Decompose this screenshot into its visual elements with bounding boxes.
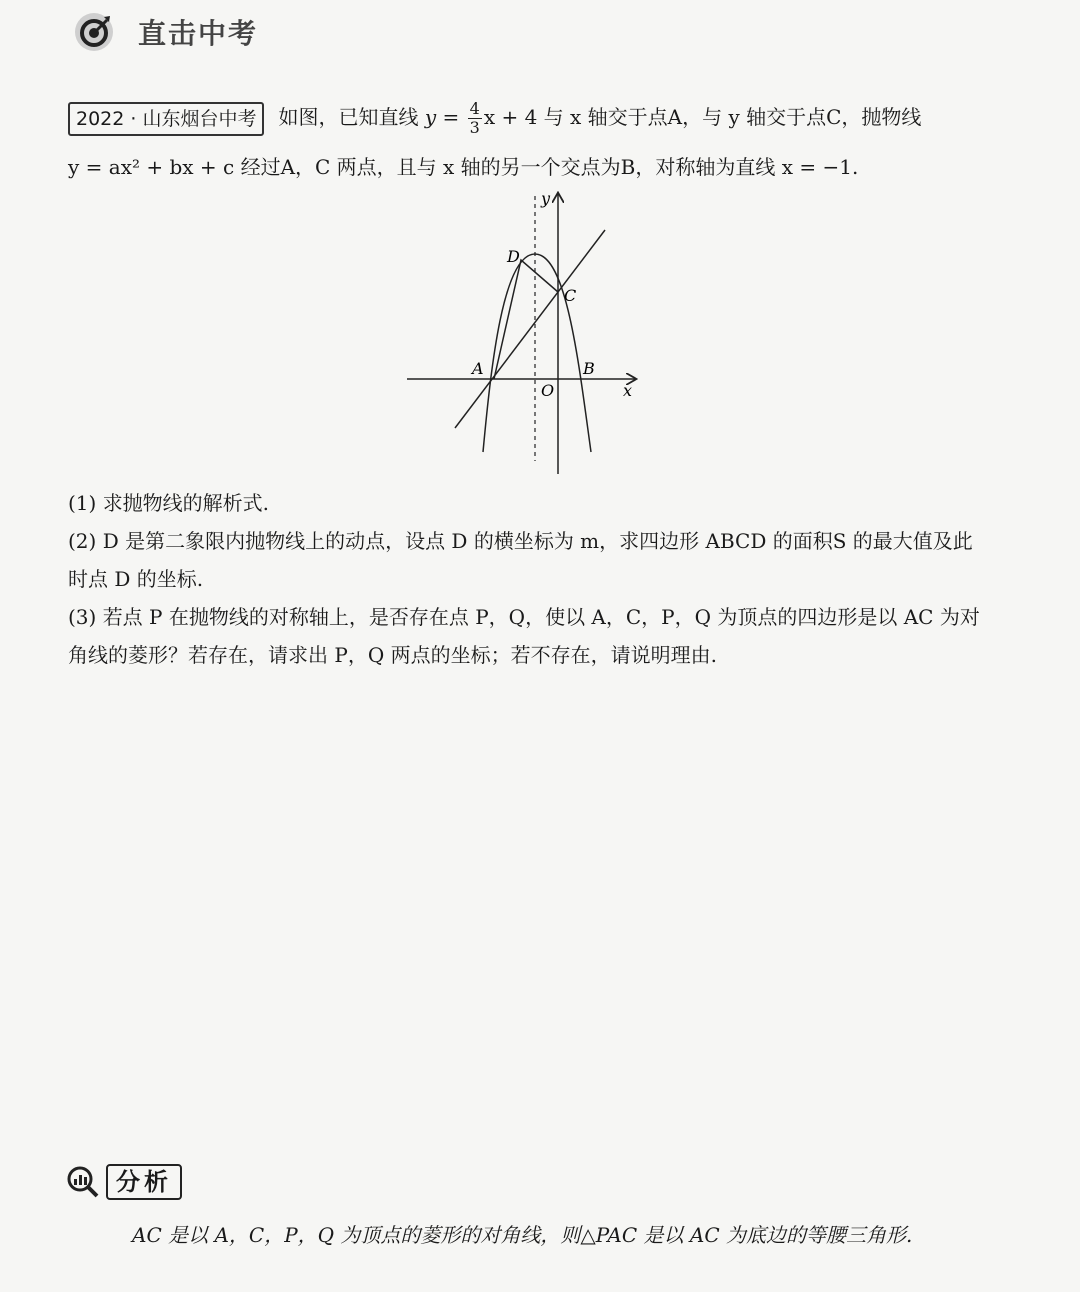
label-a: A (472, 359, 484, 378)
fraction-four-thirds (468, 100, 482, 137)
analysis-label: 分析 (106, 1164, 182, 1200)
section-title: 直击中考 (138, 17, 259, 50)
label-b: B (583, 359, 595, 378)
label-c: C (564, 286, 577, 305)
magnifier-chart-icon (66, 1165, 100, 1199)
segment-adc (494, 260, 558, 379)
problem-var-y: y (424, 105, 437, 129)
label-x: x (623, 381, 633, 400)
fraction-numerator: 4 (469, 99, 480, 118)
label-d: D (507, 247, 520, 266)
analysis-text: AC 是以 A，C，P，Q 为顶点的菱形的对角线，则△PAC 是以 AC 为底边的等腰三角形. (132, 1223, 913, 1247)
label-o: O (541, 381, 555, 400)
problem-line-1 (68, 92, 988, 142)
analysis-header (66, 1164, 182, 1200)
question-2: (2) D 是第二象限内抛物线上的动点，设点 D 的横坐标为 m，求四边形 ABCD 的面积S 的最大值及此时点 D 的坐标. (68, 529, 973, 591)
problem-line-2: y = ax² + bx + c 经过A，C 两点，且与 x 轴的另一个交点为B，对称轴为直线 x = −1. (68, 155, 859, 179)
line-ac (455, 230, 605, 428)
question-list (68, 484, 988, 674)
problem-statement (68, 92, 988, 192)
problem-eq: = (436, 105, 466, 129)
problem-text-a: 如图，已知直线 (278, 105, 425, 129)
section-header (74, 8, 258, 56)
source-tag: 2022 · 山东烟台中考 (68, 102, 264, 136)
target-icon (74, 12, 114, 52)
question-3: (3) 若点 P 在抛物线的对称轴上，是否存在点 P，Q，使以 A，C，P，Q 为顶点的四边形是以 AC 为对角线的菱形？若存在，请求出 P，Q 两点的坐标；若不存在，请说明理由. (68, 605, 980, 667)
problem-text-b: x + 4 与 x 轴交于点A，与 y 轴交于点C，抛物线 (483, 105, 922, 129)
question-1: (1) 求抛物线的解析式. (68, 491, 270, 515)
parabola-figure (395, 186, 655, 478)
label-y: y (541, 189, 551, 208)
fraction-denominator: 3 (469, 118, 480, 137)
